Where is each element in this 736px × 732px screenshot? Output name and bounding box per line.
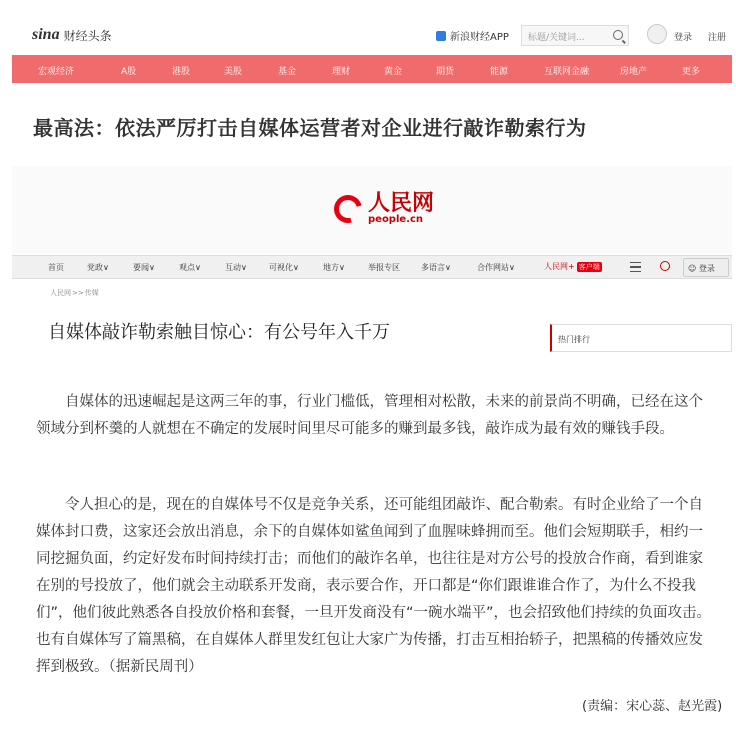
breadcrumb (50, 288, 99, 298)
nav-item[interactable]: 能源 (490, 67, 509, 77)
nav-item[interactable]: 基金 (278, 67, 297, 77)
article-paragraph: 令人担心的是，现在的自媒体号不仅是竞争关系，还可能组团敲诈、配合勒索。有时企业给了一个自媒体封口费，这家还会放出消息，余下的自媒体如鲨鱼闻到了血腥味蜂拥而至。他们会短期联手，相约一同挖掘负面，约定好发布时间持续打击；而他们的敲诈名单，也往往是对方公号的投放合作商，看到谁家在别的号投放了，他们就会主动联系开发商，表示要合作，开口都是“你们跟谁谁合作了，为什么不投我们”，他们彼此熟悉各自投放价格和套餐，一旦开发商没有“一碗水端平”，也会招致他们持续的负面攻击。也有自媒体写了篇黑稿，在自媒体人群里发红包让大家广为传播，打击互相抬轿子，把黑稿的传播效应发挥到极致。（据新民周刊） (36, 497, 712, 675)
embedded-article-screenshot (12, 166, 732, 726)
people-nav-item[interactable]: 要闻∨ (133, 263, 155, 272)
people-nav (12, 255, 732, 279)
people-logo[interactable] (334, 192, 434, 225)
nav-item[interactable]: 黄金 (384, 67, 403, 77)
article-title: 自媒体敲诈勒索触目惊心：有公号年入千万 (48, 322, 390, 343)
sina-header (0, 0, 736, 54)
app-icon (436, 31, 446, 41)
people-nav-item[interactable]: 首页 (48, 263, 64, 272)
nav-item[interactable]: 美股 (224, 67, 243, 77)
people-banner (12, 166, 732, 254)
sina-logo-text: sina (32, 26, 60, 43)
people-search-icon[interactable] (660, 261, 670, 271)
hot-ranking-label: 热门排行 (558, 335, 590, 344)
breadcrumb-separator: >> (72, 289, 84, 297)
people-nav-item[interactable]: 合作网站∨ (477, 263, 515, 272)
sina-logo[interactable] (32, 26, 112, 44)
nav-item[interactable]: 互联网金融 (544, 67, 590, 77)
people-nav-item[interactable]: 互动∨ (225, 263, 247, 272)
people-swirl-icon (329, 189, 367, 227)
people-nav-item[interactable]: 地方∨ (323, 263, 345, 272)
people-nav-item[interactable]: 举报专区 (368, 263, 400, 272)
menu-icon[interactable] (630, 262, 641, 272)
breadcrumb-section[interactable]: 传媒 (84, 289, 99, 297)
search-input[interactable] (521, 25, 629, 46)
editor-credit: (责编：宋心蕊、赵光霞) (582, 699, 723, 714)
people-nav-item[interactable]: 可视化∨ (269, 263, 299, 272)
register-link[interactable]: 注册 (708, 33, 727, 43)
nav-item[interactable]: 宏观经济 (38, 67, 75, 77)
nav-item[interactable]: 房地产 (620, 67, 648, 77)
search-icon[interactable] (613, 30, 623, 40)
channel-nav (12, 55, 732, 83)
user-avatar-icon[interactable] (647, 24, 667, 44)
people-nav-item[interactable]: 多语言∨ (421, 263, 451, 272)
people-client-link[interactable] (544, 261, 602, 272)
login-link[interactable]: 登录 (674, 33, 693, 43)
nav-item[interactable]: 更多 (682, 67, 701, 77)
breadcrumb-home[interactable]: 人民网 (50, 289, 71, 297)
channel-name: 财经头条 (63, 28, 112, 43)
people-nav-item[interactable]: 观点∨ (179, 263, 201, 272)
nav-item[interactable]: 期货 (436, 67, 455, 77)
search-placeholder: 标题/关键词... (528, 33, 585, 43)
article-paragraph: 自媒体的迅速崛起是这两三年的事，行业门槛低，管理相对松散，未来的前景尚不明确，已经在这个领域分到杯羹的人就想在不确定的发展时间里尽可能多的赚到最多钱，敲诈成为最有效的赚钱手段。 (36, 394, 703, 437)
people-logo-url: people.cn (368, 214, 424, 225)
nav-item[interactable]: A股 (121, 67, 137, 77)
page-title: 最高法：依法严厉打击自媒体运营者对企业进行敲诈勒索行为 (33, 116, 587, 140)
people-login-button[interactable]: ☺ 登录 (683, 258, 729, 277)
people-client-badge: 客户端 (578, 262, 600, 271)
nav-item[interactable]: 港股 (172, 67, 191, 77)
app-download-link[interactable] (436, 28, 509, 43)
nav-item[interactable]: 理财 (332, 67, 351, 77)
people-client-label: 人民网+ (544, 262, 575, 271)
hot-ranking-box[interactable] (550, 324, 732, 352)
people-logo-name: 人民网 (368, 190, 435, 215)
people-nav-item[interactable]: 党政∨ (87, 263, 109, 272)
app-label: 新浪财经APP (450, 32, 509, 43)
people-login-label: 登录 (698, 264, 715, 273)
